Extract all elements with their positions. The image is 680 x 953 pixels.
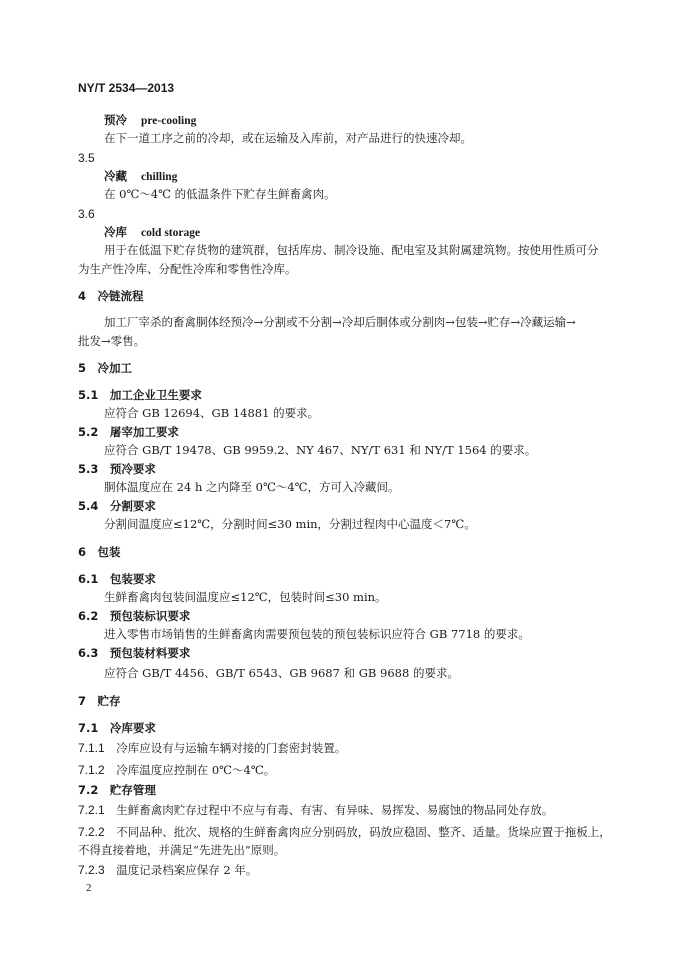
subsection-heading [78,424,179,440]
term-cn: 冷藏 [104,169,127,183]
clause-number: 7.2.3 [78,863,105,877]
paragraph: 批发→零售。 [78,334,146,348]
page-number: 2 [86,882,92,894]
clause-text: 分割间温度应≤12℃，分割时间≤30 min，分割过程肉中心温度＜7℃。 [104,517,476,531]
subsection-heading [78,645,190,661]
subsection-heading [78,498,156,514]
definition-text: 用于在低温下贮存货物的建筑群，包括库房、制冷设施、配电室及其附属建筑物。按使用性质可分 [104,243,599,257]
clause-text-continued: 不得直接着地，并满足“先进先出”原则。 [78,843,286,857]
section-heading: 5 冷加工 [78,361,133,375]
clause-text: 胴体温度应在 24 h 之内降至 0℃～4℃，方可入冷藏间。 [104,480,400,494]
subsection-heading [78,608,190,624]
clause-number: 5.4 [78,499,99,513]
clause-text: 冷库应设有与运输车辆对接的门套密封装置。 [116,741,347,755]
clause-text: 冷库温度应控制在 0℃～4℃。 [116,763,276,777]
term-en: cold storage [141,227,201,239]
paragraph: 加工厂宰杀的畜禽胴体经预冷→分割或不分割→冷却后胴体或分割肉→包装→贮存→冷藏运输→ [104,315,576,329]
subsection-heading [78,387,202,403]
clause-title: 屠宰加工要求 [109,425,179,439]
clause-number: 3.6 [78,207,95,221]
standard-code: NY/T 2534—2013 [78,81,175,95]
clause-line [78,762,275,778]
clause-title: 预包装标识要求 [109,609,191,623]
term-heading [104,112,196,129]
clause-text: 进入零售市场销售的生鲜畜禽肉需要预包装的预包装标识应符合 GB 7718 的要求。 [104,627,530,641]
section-heading: 4 冷链流程 [78,289,144,303]
clause-line [78,824,611,840]
clause-number: 7.2.2 [78,825,105,839]
clause-number: 6.3 [78,646,99,660]
clause-text: 生鲜畜禽肉包装间温度应≤12℃，包装时间≤30 min。 [104,590,387,604]
clause-line [78,802,553,818]
clause-title: 包装要求 [109,572,156,586]
definition-text: 为生产性冷库、分配性冷库和零售性冷库。 [78,262,297,276]
clause-number: 6.1 [78,572,99,586]
subsection-heading [78,461,156,477]
clause-text: 应符合 GB/T 4456、GB/T 6543、GB 9687 和 GB 9688 的要求。 [104,666,459,680]
term-heading [104,168,177,185]
clause-number: 5.3 [78,462,99,476]
subsection-heading [78,782,156,798]
clause-title: 贮存管理 [109,783,156,797]
subsection-heading [78,720,156,736]
term-en: pre-cooling [141,115,197,127]
clause-text: 应符合 GB/T 19478、GB 9959.2、NY 467、NY/T 631 和 NY/T 1564 的要求。 [104,443,537,457]
clause-text: 不同品种、批次、规格的生鲜畜禽肉应分别码放，码放应稳固、整齐、适量。货垛应置于拖板上， [116,825,611,839]
clause-number: 6.2 [78,609,99,623]
term-heading [104,224,200,241]
clause-text: 生鲜畜禽肉贮存过程中不应与有毒、有害、有异味、易挥发、易腐蚀的物品同处存放。 [116,803,554,817]
section-heading: 7 贮存 [78,694,121,708]
clause-text: 应符合 GB 12694、GB 14881 的要求。 [104,406,320,420]
term-en: chilling [141,171,178,183]
clause-title: 冷库要求 [109,721,156,735]
clause-number: 5.2 [78,425,99,439]
clause-title: 加工企业卫生要求 [109,388,202,402]
clause-number: 5.1 [78,388,99,402]
clause-number: 7.2 [78,783,99,797]
clause-number: 7.1.2 [78,763,105,777]
clause-number: 3.5 [78,151,95,165]
clause-title: 分割要求 [109,499,156,513]
clause-line [78,740,346,756]
clause-number: 7.1 [78,721,99,735]
clause-line [78,862,257,878]
clause-number: 7.2.1 [78,803,105,817]
subsection-heading [78,571,156,587]
clause-text: 温度记录档案应保存 2 年。 [116,863,258,877]
clause-title: 预包装材料要求 [109,646,191,660]
term-cn: 冷库 [104,225,127,239]
clause-number: 7.1.1 [78,741,105,755]
section-heading: 6 包装 [78,545,121,559]
definition-text: 在 0℃～4℃ 的低温条件下贮存生鲜畜禽肉。 [104,187,336,201]
term-cn: 预冷 [104,113,127,127]
definition-text: 在下一道工序之前的冷却，或在运输及入库前，对产品进行的快速冷却。 [104,131,472,145]
clause-title: 预冷要求 [109,462,156,476]
